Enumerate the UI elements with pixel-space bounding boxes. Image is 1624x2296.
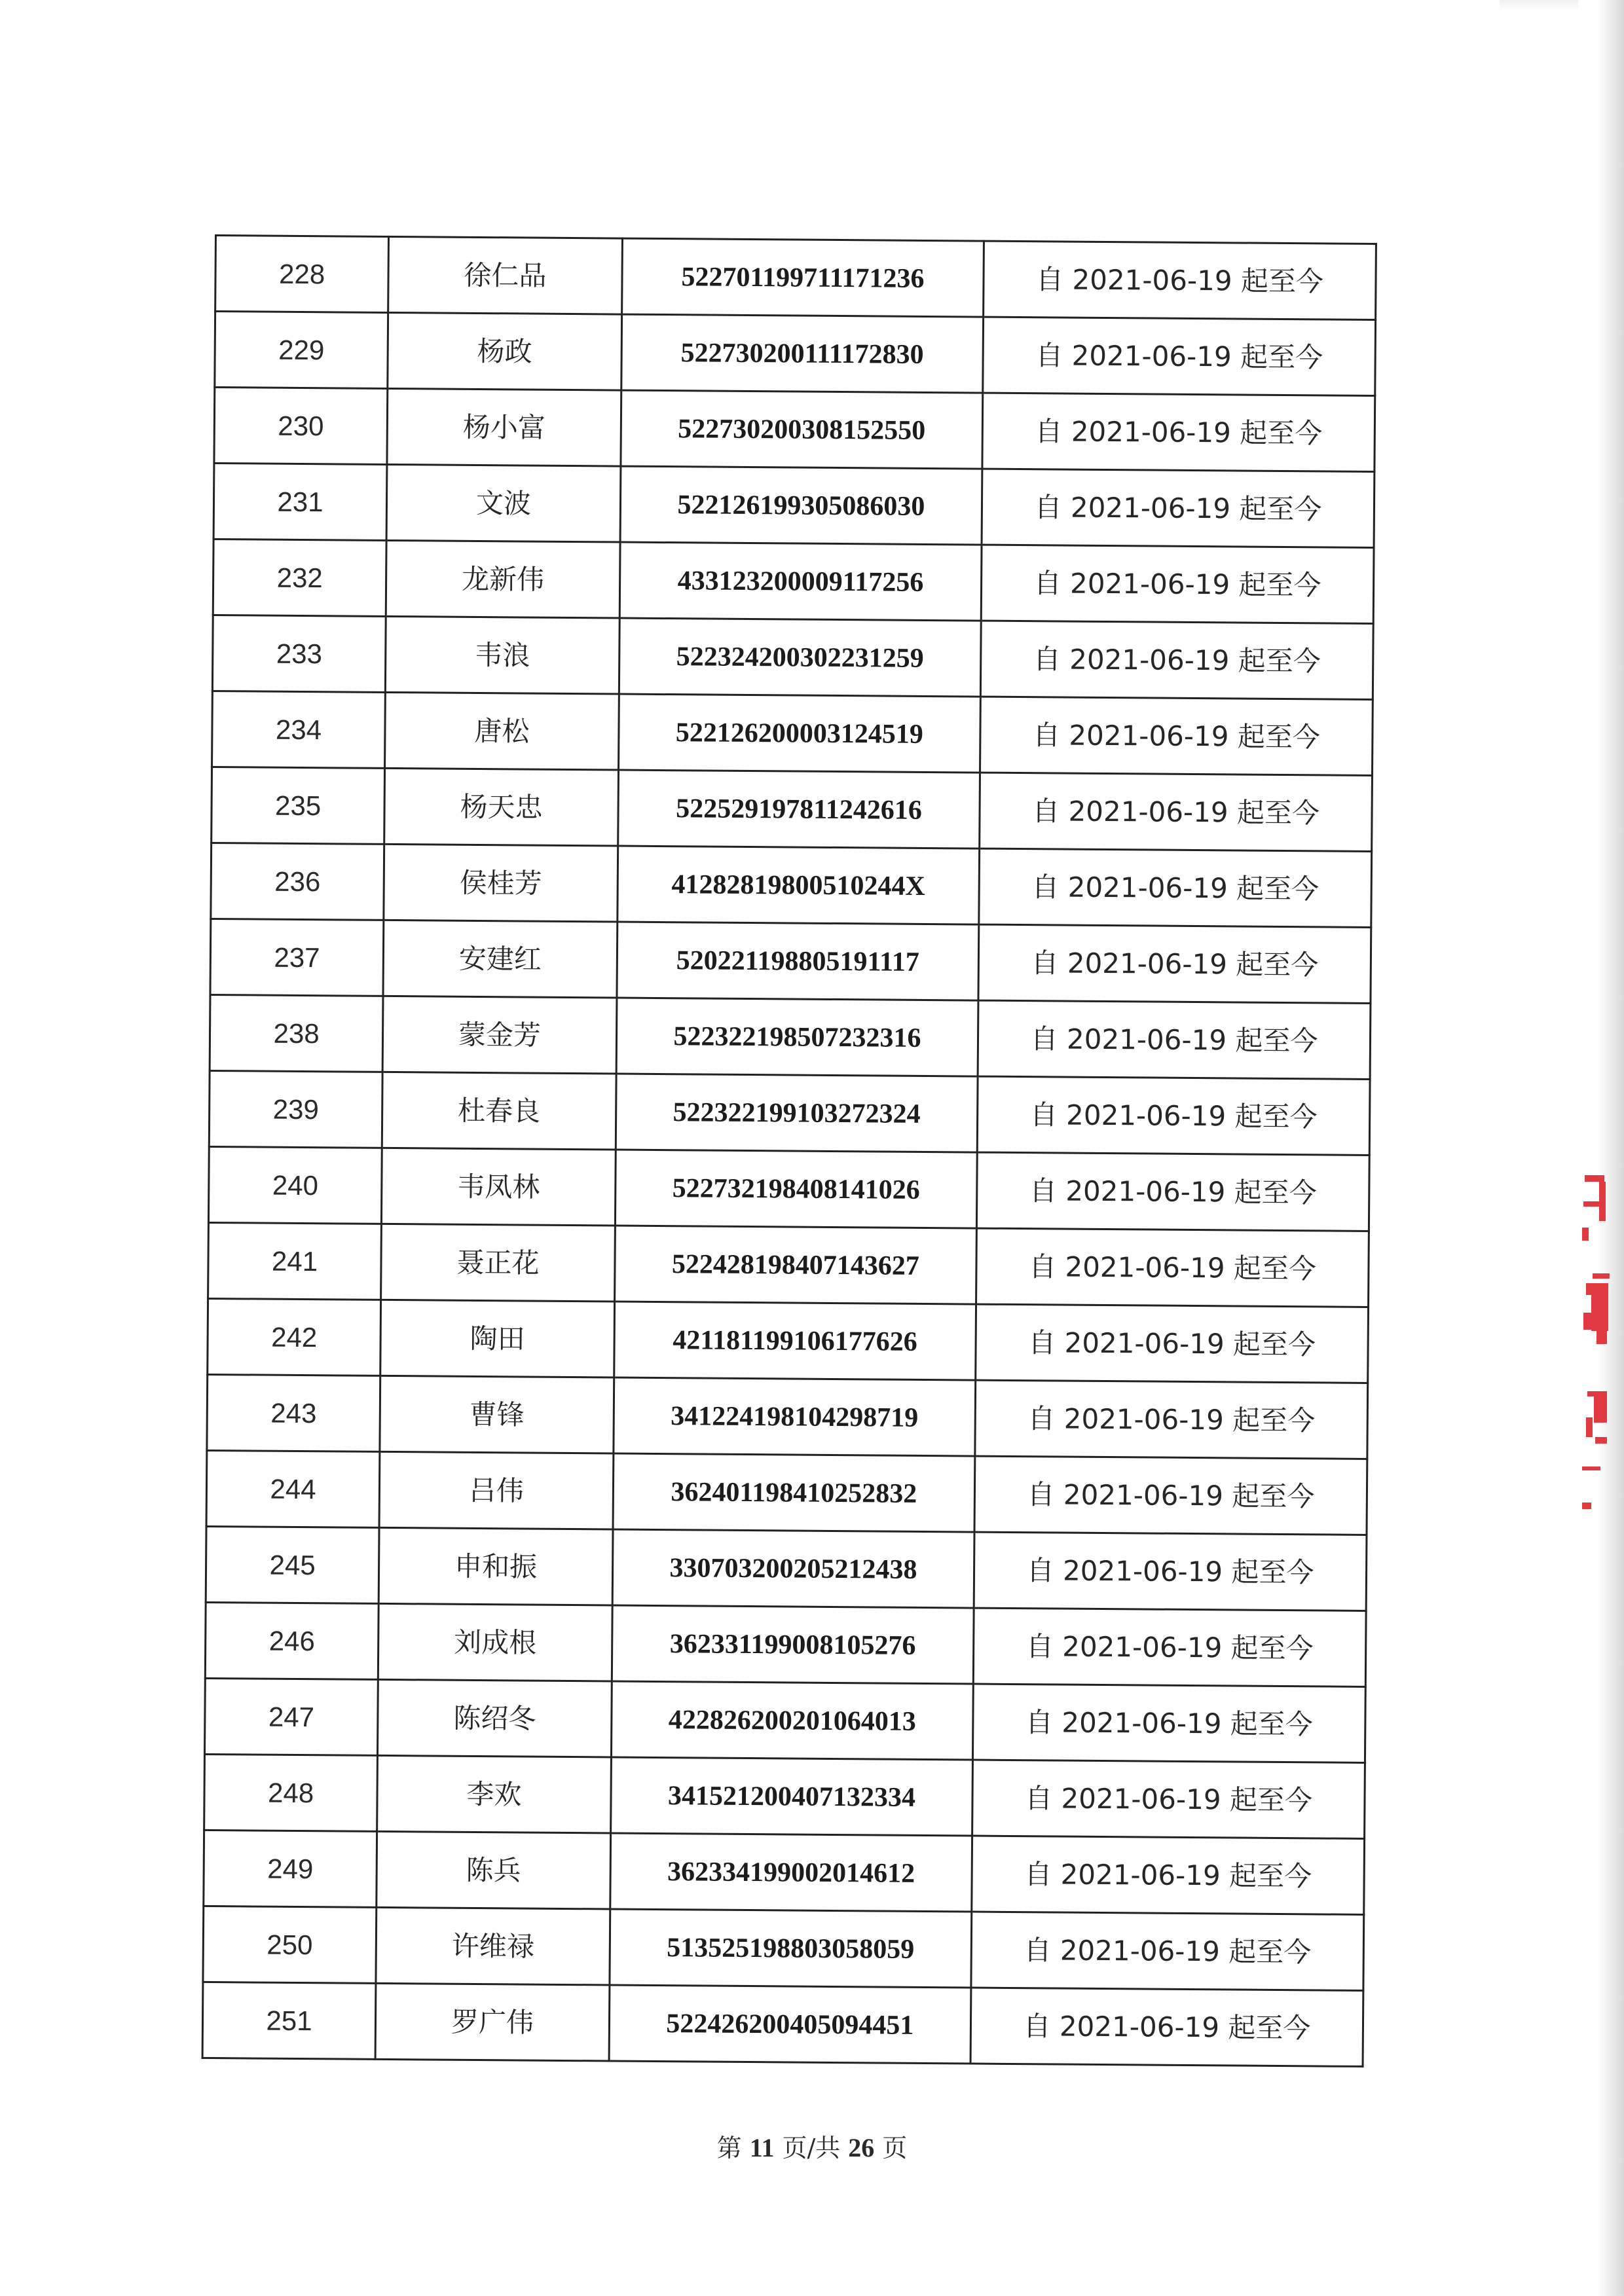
person-name: 罗广伟 bbox=[375, 1983, 609, 2061]
person-name: 韦浪 bbox=[386, 616, 619, 694]
person-name: 陈绍冬 bbox=[378, 1679, 612, 1757]
row-number: 237 bbox=[210, 919, 384, 996]
footer-middle: 页/共 bbox=[782, 2134, 841, 2162]
person-name: 杨天忠 bbox=[384, 768, 618, 846]
person-name: 龙新伟 bbox=[386, 540, 619, 618]
id-number: 520221198805191117 bbox=[617, 922, 979, 1000]
period: 自 2021-06-19 起至今 bbox=[984, 241, 1376, 319]
id-number: 362401198410252832 bbox=[613, 1453, 975, 1532]
period: 自 2021-06-19 起至今 bbox=[982, 469, 1375, 547]
records-table bbox=[202, 234, 1377, 2068]
row-number: 245 bbox=[206, 1526, 379, 1603]
id-number: 341521200407132334 bbox=[610, 1757, 972, 1836]
table-row bbox=[207, 1374, 1368, 1459]
row-number: 251 bbox=[202, 1982, 376, 2059]
period: 自 2021-06-19 起至今 bbox=[973, 1684, 1366, 1762]
period: 自 2021-06-19 起至今 bbox=[974, 1456, 1367, 1535]
row-number: 235 bbox=[212, 767, 385, 844]
row-number: 246 bbox=[205, 1602, 378, 1679]
row-number: 228 bbox=[215, 236, 389, 313]
row-number: 233 bbox=[212, 615, 386, 692]
period: 自 2021-06-19 起至今 bbox=[983, 317, 1376, 395]
id-number: 421181199106177626 bbox=[614, 1302, 976, 1380]
person-name: 刘成根 bbox=[378, 1603, 612, 1681]
period: 自 2021-06-19 起至今 bbox=[978, 924, 1371, 1003]
table-row bbox=[208, 1298, 1369, 1383]
period: 自 2021-06-19 起至今 bbox=[972, 1760, 1365, 1838]
person-name: 许维禄 bbox=[376, 1907, 610, 1985]
person-name: 安建红 bbox=[383, 920, 617, 998]
current-page-number: 11 bbox=[749, 2133, 775, 2162]
person-name: 杜春良 bbox=[382, 1072, 616, 1150]
id-number: 522732198408141026 bbox=[615, 1150, 977, 1228]
person-name: 文波 bbox=[386, 464, 620, 542]
table-row bbox=[208, 1222, 1369, 1307]
person-name: 李欢 bbox=[377, 1755, 611, 1833]
id-number: 522426200405094451 bbox=[609, 1985, 971, 2064]
row-number: 239 bbox=[209, 1070, 382, 1148]
table-row bbox=[202, 1982, 1363, 2066]
id-number: 522701199711171236 bbox=[621, 238, 984, 317]
row-number: 232 bbox=[213, 539, 386, 616]
id-number: 522428198407143627 bbox=[614, 1226, 976, 1304]
row-number: 236 bbox=[211, 843, 384, 920]
id-number: 522126200003124519 bbox=[618, 694, 980, 773]
period: 自 2021-06-19 起至今 bbox=[973, 1608, 1366, 1686]
id-number: 362334199002014612 bbox=[610, 1833, 972, 1912]
id-number: 41282819800510244X bbox=[618, 846, 980, 924]
person-name: 吕伟 bbox=[379, 1451, 613, 1529]
person-name: 杨小富 bbox=[387, 388, 621, 466]
table-row bbox=[205, 1602, 1366, 1686]
table-row bbox=[204, 1830, 1365, 1914]
id-number: 513525198803058059 bbox=[610, 1909, 972, 1988]
period: 自 2021-06-19 起至今 bbox=[975, 1380, 1368, 1459]
row-number: 231 bbox=[213, 464, 387, 541]
table-row bbox=[212, 691, 1373, 775]
row-number: 242 bbox=[208, 1298, 381, 1376]
table-row bbox=[204, 1754, 1365, 1838]
table-row bbox=[215, 312, 1376, 396]
table-row bbox=[212, 615, 1373, 699]
id-number: 522529197811242616 bbox=[618, 770, 980, 848]
footer-suffix: 页 bbox=[882, 2134, 908, 2162]
id-number: 522126199305086030 bbox=[620, 466, 982, 545]
period: 自 2021-06-19 起至今 bbox=[976, 1228, 1369, 1307]
period: 自 2021-06-19 起至今 bbox=[970, 1988, 1363, 2066]
row-number: 229 bbox=[215, 312, 388, 389]
period: 自 2021-06-19 起至今 bbox=[980, 621, 1373, 699]
period: 自 2021-06-19 起至今 bbox=[982, 393, 1375, 471]
person-name: 唐松 bbox=[385, 692, 619, 770]
table-row bbox=[206, 1450, 1367, 1535]
row-number: 238 bbox=[210, 994, 383, 1072]
table-row bbox=[210, 919, 1371, 1003]
period: 自 2021-06-19 起至今 bbox=[980, 773, 1373, 851]
page-edge-shadow bbox=[1598, 0, 1624, 2296]
table-row bbox=[203, 1906, 1364, 1990]
id-number: 362331199008105276 bbox=[612, 1605, 974, 1684]
period: 自 2021-06-19 起至今 bbox=[979, 848, 1372, 927]
row-number: 244 bbox=[206, 1450, 380, 1527]
id-number: 522322198507232316 bbox=[616, 998, 978, 1076]
period: 自 2021-06-19 起至今 bbox=[971, 1912, 1364, 1990]
row-number: 248 bbox=[204, 1754, 378, 1831]
table-row bbox=[204, 1678, 1365, 1762]
period: 自 2021-06-19 起至今 bbox=[972, 1836, 1365, 1914]
id-number: 522730200308152550 bbox=[621, 390, 983, 469]
row-number: 247 bbox=[204, 1678, 378, 1755]
row-number: 234 bbox=[212, 691, 386, 768]
table-row bbox=[210, 994, 1371, 1079]
table-row bbox=[214, 388, 1375, 472]
person-name: 蒙金芳 bbox=[382, 996, 616, 1074]
person-name: 曹锋 bbox=[380, 1376, 614, 1453]
person-name: 陈兵 bbox=[377, 1831, 610, 1909]
period: 自 2021-06-19 起至今 bbox=[976, 1152, 1369, 1231]
person-name: 杨政 bbox=[388, 312, 621, 390]
row-number: 249 bbox=[204, 1830, 377, 1907]
id-number: 422826200201064013 bbox=[611, 1681, 973, 1760]
period: 自 2021-06-19 起至今 bbox=[976, 1304, 1369, 1383]
person-name: 侯桂芳 bbox=[384, 844, 618, 922]
id-number: 433123200009117256 bbox=[619, 542, 982, 621]
table-row bbox=[212, 767, 1373, 851]
period: 自 2021-06-19 起至今 bbox=[977, 1076, 1370, 1155]
period: 自 2021-06-19 起至今 bbox=[974, 1532, 1367, 1611]
row-number: 250 bbox=[203, 1906, 377, 1983]
table-row bbox=[211, 843, 1372, 927]
total-page-count: 26 bbox=[848, 2133, 875, 2162]
table-row bbox=[209, 1070, 1370, 1155]
person-name: 申和振 bbox=[378, 1527, 612, 1605]
id-number: 522324200302231259 bbox=[619, 618, 981, 697]
period: 自 2021-06-19 起至今 bbox=[981, 545, 1374, 623]
row-number: 241 bbox=[208, 1222, 382, 1300]
period: 自 2021-06-19 起至今 bbox=[978, 1000, 1371, 1079]
id-number: 522322199103272324 bbox=[616, 1074, 978, 1152]
table-row bbox=[213, 539, 1374, 623]
person-name: 韦凤林 bbox=[382, 1148, 616, 1226]
table-row bbox=[215, 236, 1376, 320]
row-number: 230 bbox=[214, 388, 388, 465]
id-number: 330703200205212438 bbox=[612, 1529, 974, 1608]
row-number: 243 bbox=[207, 1374, 380, 1451]
seal-stamp-fragment bbox=[1579, 1175, 1614, 1516]
table-row bbox=[213, 464, 1375, 548]
id-number: 522730200111172830 bbox=[621, 314, 984, 393]
scan-artifact bbox=[1500, 0, 1578, 9]
id-number: 341224198104298719 bbox=[614, 1377, 976, 1456]
period: 自 2021-06-19 起至今 bbox=[980, 697, 1373, 775]
person-name: 陶田 bbox=[380, 1300, 614, 1377]
table-row bbox=[206, 1526, 1367, 1611]
footer-prefix: 第 bbox=[716, 2134, 742, 2162]
person-name: 徐仁品 bbox=[388, 236, 622, 314]
table-row bbox=[208, 1146, 1369, 1231]
person-name: 聂正花 bbox=[381, 1224, 615, 1302]
seal-stamp-marks bbox=[1582, 1175, 1610, 1509]
row-number: 240 bbox=[208, 1146, 382, 1224]
page-footer bbox=[0, 2128, 1624, 2164]
